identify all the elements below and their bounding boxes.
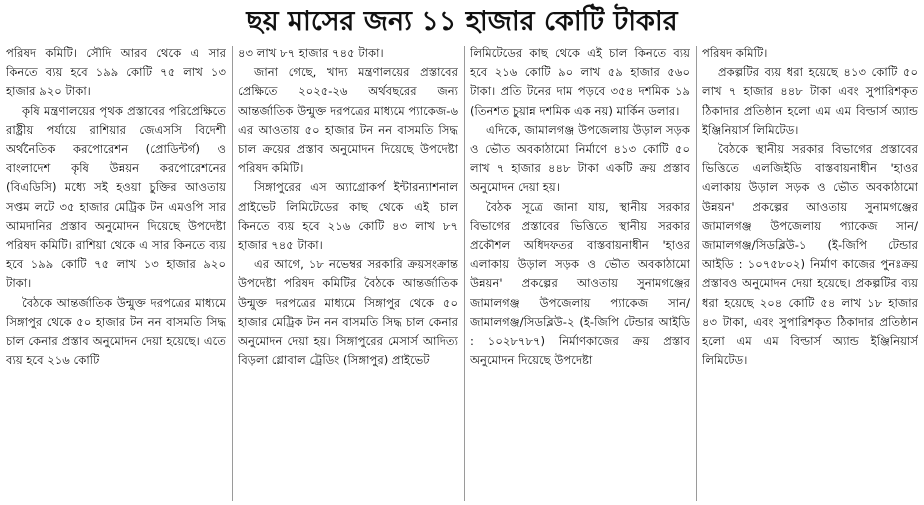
paragraph: ৪৩ লাখ ৮৭ হাজার ৭৪৫ টাকা। [238,46,384,60]
paragraph: পরিষদ কমিটি। সৌদি আরব থেকে এ সার কিনতে ব্যয় হবে ১৯৯ কোটি ৭৫ লাখ ১৩ হাজার ৯২০ টাকা। [6,46,226,99]
article-column-1 [6,44,226,503]
article-columns [6,44,918,503]
article-column-3 [470,44,690,503]
paragraph: জানা গেছে, খাদ্য মন্ত্রণালয়ের প্রস্তাবের প্রেক্ষিতে ২০২৫-২৬ অর্থবছরের জন্য আন্তর্জাতিক উন্মুক্ত দরপত্রের মাধ্যমে প্যাকেজ-৬ এর আওতায় ৫০ হাজার টন নন বাসমতি সিদ্ধ চাল ক্রয়ের প্রস্তাব অনুমোদন দিয়েছে উপদেষ্টা পরিষদ কমিটি। [238,65,458,176]
column-rule [232,46,233,501]
paragraph: সিঙ্গাপুরের এস অ্যাগ্রোকর্প ইন্টারন্যাশনাল প্রাইভেট লিমিটেডের কাছ থেকে এই চাল কিনতে ব্যয় হবে ২১৬ কোটি ৪৩ লাখ ৮৭ হাজার ৭৪৫ টাকা। [238,180,458,253]
paragraph: এর আগে, ১৮ নভেম্বর সরকারি ক্রয়সংক্রান্ত উপদেষ্টা পরিষদ কমিটির বৈঠকে আন্তর্জাতিক উন্মুক্ত দরপত্রের মাধ্যমে সিঙ্গাপুর থেকে ৫০ হাজার মেট্রিক টন নন বাসমতি সিদ্ধ চাল কেনার অনুমোদন দেয়া হয়। সিঙ্গাপুরের মেসার্স আদিত্য বিড়লা গ্লোবাল ট্রেডিং (সিঙ্গাপুর) প্রাইভেট [238,257,458,368]
article-headline: ছয় মাসের জন্য ১১ হাজার কোটি টাকার [246,6,678,37]
paragraph: প্রকল্পটির ব্যয় ধরা হয়েছে ৪১৩ কোটি ৫০ লাখ ৭ হাজার ৪৪৮ টাকা এবং সুপারিশকৃত ঠিকাদার প্রতিষ্ঠান হলো এম এম বিল্ডার্স অ্যান্ড ইঞ্জিনিয়ার্স লিমিটেড। [702,65,918,137]
paragraph: এদিকে, জামালগঞ্জ উপজেলায় উড়াল সড়ক ও ভৌত অবকাঠামো নির্মাণে ৪১৩ কোটি ৫০ লাখ ৭ হাজার ৪৪৮ টাকা একটি ক্রয় প্রস্তাব অনুমোদন দেয়া হয়। [470,122,690,195]
paragraph: বৈঠকে স্থানীয় সরকার বিভাগের প্রস্তাবের ভিত্তিতে এলজিইডি বাস্তবায়নাধীন 'হাওর এলাকায় উড়াল সড়ক ও ভৌত অবকাঠামো উন্নয়ন' প্রকল্পের আওতায় সুনামগঞ্জের জামালগঞ্জ উপজেলায় প্যাকেজ সান/জামালগঞ্জ/সিডব্লিউ-১ (ই-জিপি টেন্ডার আইডি : ১০৭৫৮০২) নির্মাণ কাজের পুনঃক্রয় প্রস্তাবও অনুমোদন দেয়া হয়েছে। প্রকল্পটির ব্যয় ধরা হয়েছে ২০৪ কোটি ৫৪ লাখ ১৮ হাজার ৪৩ টাকা, এবং সুপারিশকৃত ঠিকাদার প্রতিষ্ঠান হলো এম এম বিল্ডার্স অ্যান্ড ইঞ্জিনিয়ার্স লিমিটেড। [702,142,918,368]
article-column-4 [702,44,918,503]
paragraph: লিমিটেডের কাছ থেকে এই চাল কিনতে ব্যয় হবে ২১৬ কোটি ৯০ লাখ ৫৯ হাজার ৫৬০ টাকা। প্রতি টনের দাম পড়বে ৩৫৪ দশমিক ১৯ (তিনশত চুয়ান্ন দশমিক এক নয়) মার্কিন ডলার। [470,46,690,118]
column-rule [696,46,697,501]
article-column-2 [238,44,458,503]
column-rule [464,46,465,501]
paragraph: বৈঠক সূত্রে জানা যায়, স্থানীয় সরকার বিভাগের প্রস্তাবের ভিত্তিতে স্থানীয় সরকার প্রকৌশল অধিদফতর বাস্তবায়নাধীন 'হাওর এলাকায় উড়াল সড়ক ও ভৌত অবকাঠামো উন্নয়ন' প্রকল্পের আওতায় সুনামগঞ্জের জামালগঞ্জ উপজেলায় প্যাকেজ সান/জামালগঞ্জ/সিডব্লিউ-২ (ই-জিপি টেন্ডার আইডি : ১০২৮৭৮৭) নির্মাণকাজের ক্রয় প্রস্তাব অনুমোদন দিয়েছে উপদেষ্টা [470,199,690,368]
paragraph: কৃষি মন্ত্রণালয়ের পৃথক প্রস্তাবের পরিপ্রেক্ষিতে রাষ্ট্রীয় পর্যায়ে রাশিয়ার জেএসসি বিদেশী অর্থনৈতিক করপোরেশন (প্রোডিন্টর্গ) ও বাংলাদেশ কৃষি উন্নয়ন করপোরেশনের (বিএডিসি) মধ্যে সই হওয়া চুক্তির আওতায় সপ্তম লটে ৩৫ হাজার মেট্রিক টন এমওপি সার আমদানির প্রস্তাব অনুমোদন দিয়েছে উপদেষ্টা পরিষদ কমিটি। রাশিয়া থেকে এ সার কিনতে ব্যয় হবে ১৯৯ কোটি ৭৫ লাখ ১৩ হাজার ৯২০ টাকা। [6,103,226,291]
paragraph: পরিষদ কমিটি। [702,46,768,60]
paragraph: বৈঠকে আন্তর্জাতিক উন্মুক্ত দরপত্রের মাধ্যমে সিঙ্গাপুর থেকে ৫০ হাজার টন নন বাসমতি সিদ্ধ চাল কেনার প্রস্তাব অনুমোদন দেয়া হয়েছে। এতে ব্যয় হবে ২১৬ কোটি [6,295,226,368]
